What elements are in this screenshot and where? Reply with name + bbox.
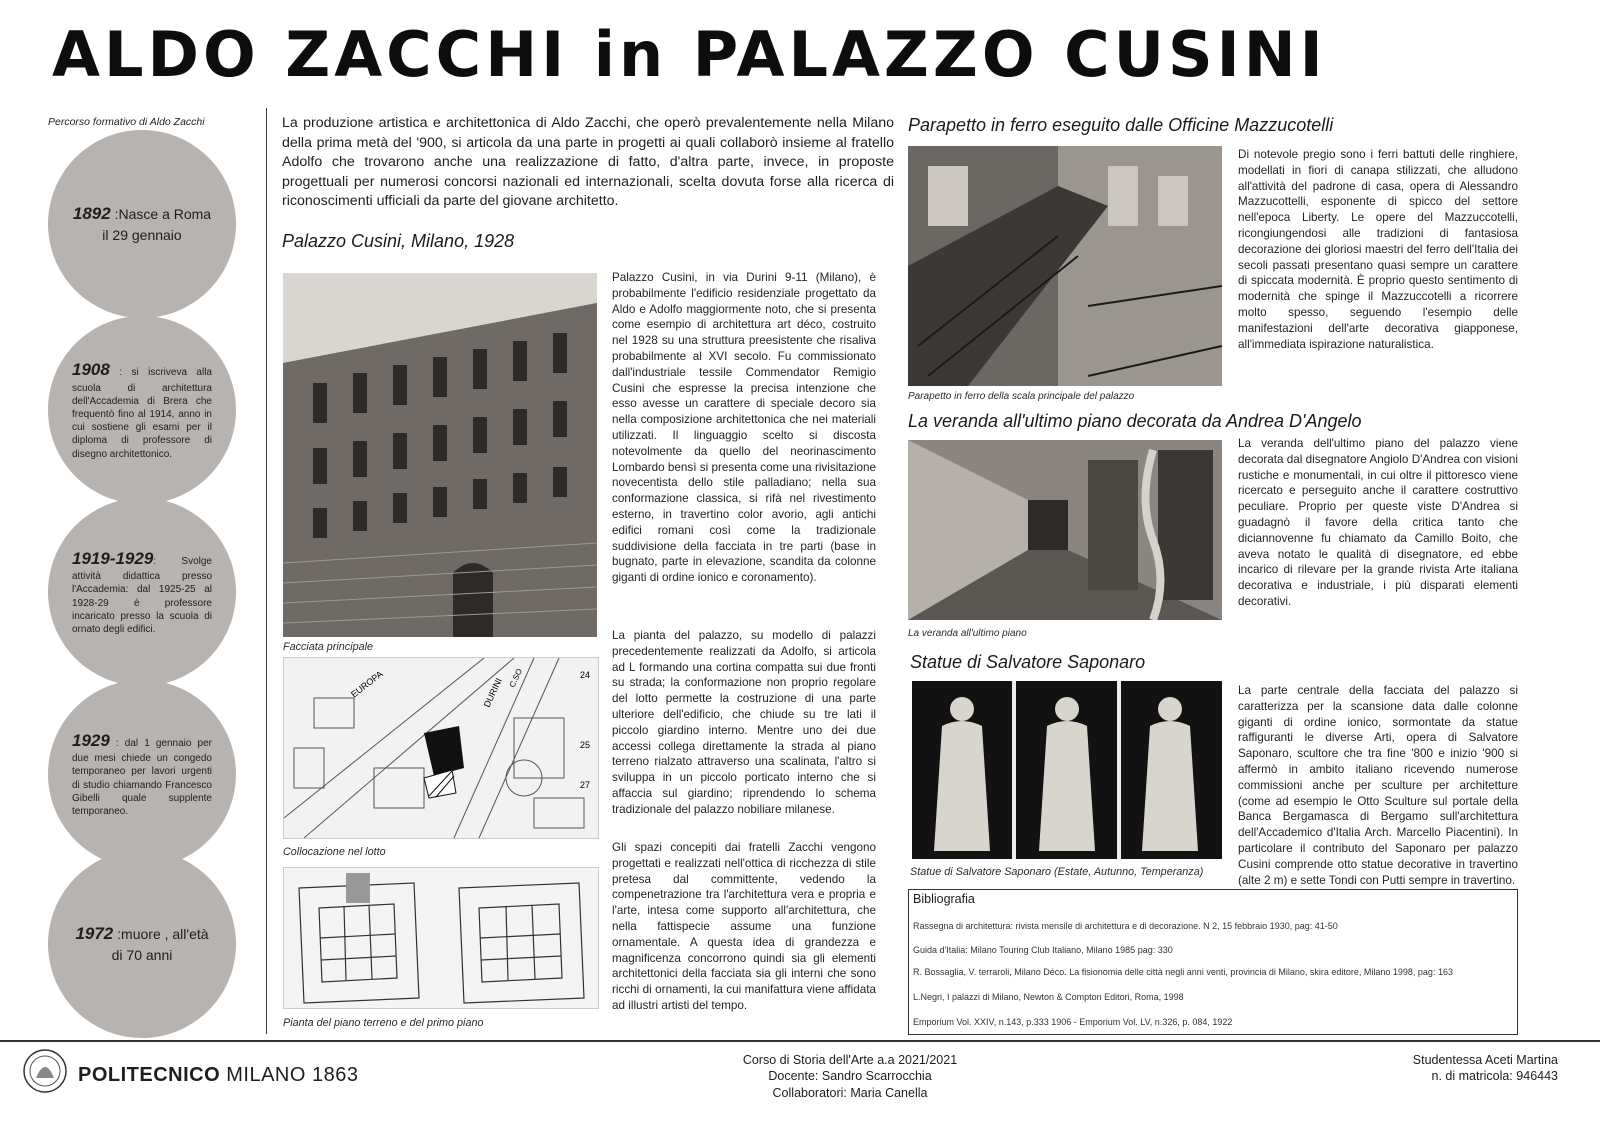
statue-drawing [912, 681, 1222, 859]
timeline-text: : dal 1 gennaio per due mesi chiede un congedo temporaneo per lavori urgenti di studio chiamando Francesco Gibelli quale supplente temporaneo. [72, 737, 212, 817]
lotto-drawing [284, 658, 598, 838]
timeline-text: : Svolge attività didattica presso l'Accademia: dal 1925-25 al 1928-29 è professore incaricato presso la scuola di ornato degli edifici. [72, 555, 212, 635]
bibliografia-entry: Guida d'Italia: Milano Touring Club Italiano, Milano 1985 pag: 330 [913, 945, 1173, 955]
timeline-circle-1929 [48, 680, 236, 868]
bibliografia-entry: L.Negri, I palazzi di Milano, Newton & Compton Editori, Roma, 1998 [913, 992, 1184, 1002]
footer-divider [0, 1040, 1600, 1042]
page-title: ALDO ZACCHI in PALAZZO CUSINI [52, 18, 1327, 91]
staircase-drawing [908, 146, 1222, 386]
timeline-circle-1919 [48, 498, 236, 686]
statue-caption: Statue di Salvatore Saponaro (Estate, Autunno, Temperanza) [910, 866, 1204, 878]
timeline-text: : si iscriveva alla scuola di architettura dell'Accademia di Brera che frequentò fino al 1914, anno in cui sostiene gli esami per il diploma di professore di disegno architettonico. [72, 367, 212, 460]
statue-photo [912, 681, 1222, 859]
statue-heading: Statue di Salvatore Saponaro [910, 652, 1146, 672]
lotto-map [283, 657, 599, 839]
statue-text: La parte centrale della facciata del palazzo si caratterizza per la scansione data dalle colonne giganti di ordine ionico, sormontate da statue raffiguranti le diverse Arti, opera di Salvatore Saponaro, scultore che tra fine '800 e inizio '900 si affermò in ambito italiano ricevendo numerose commissioni anche per sculture per architetture (come ad esempio le Otto Sculture sul portale della Banca Bergamasca di Bergamo sull'architettura dell'Accademico d'Italia Arch. Marcello Piacentini). In particolare il contributo del Saponaro per palazzo Cusini comprende otto statue decorative in travertino (alte 2 m) e sette Tondi con Putti sempre in travertino. [1238, 684, 1518, 887]
timeline-circle-1892 [48, 130, 236, 318]
facade-drawing [283, 273, 597, 637]
veranda-text: La veranda dell'ultimo piano del palazzo viene decorata dal disegnatore Angiolo D'Andrea con visioni rustiche e monumentali, in cui oltre il pittoresco viene ricercato e perseguito anche il carattere costruttivo peculiare. Proprio per queste viste D'Andrea si guadagnò il favore della critica tanto che diciannovenne fu chiamato da Camillo Boito, che aveva notato le qualità di disegnatore, ed ebbe incarico di rilevare per la grande rivista Arte italiana decorativa e industriale, i più disparati elementi decorativi. [1238, 437, 1518, 608]
timeline-year: 1972 [75, 924, 114, 944]
parapetto-photo [908, 146, 1222, 386]
parapetto-text: Di notevole pregio sono i ferri battuti delle ringhiere, modellati in fiori di canapa stilizzati, che alludono all'attività del padrone di casa, opera di Alessandro Mazzucottelli, esponente di spicco del settore nell'epoca Liberty. Le opere del Mazzuccotelli, ricongiungendosi alle tradizioni di fantasiosa decorazione dei gloriosi maestri del ferro dell'Italia dei secoli passati presentano quasi sempre un carattere di spiccata modernità. È proprio questo sentimento di modernità che spinge il Mazzuccotelli a ricorrere molto spesso, seguendo l'esempio delle manifestazioni dell'arte decorativa giapponese, all'immediata ispirazione naturalistica. [1238, 148, 1518, 351]
map-label: 25 [580, 740, 591, 750]
palazzo-paragraph-3: Gli spazi concepiti dai fratelli Zacchi vengono progettati e realizzati nell'ottica di ricchezza di stile pretesa dal committente, vedendo la compenetrazione tra l'architettura vera e propria e l'arte, intesa come supporto all'architettura, che nella fattispecie assume una funzione ornamentale. A questa idea di grandezza e magnificenza concorrono quindi sia gli elementi architettonici della facciata sia gli interni che sono ricchi di ornamenti, la cui manifattura viene affidata ad illustri artisti del tempo. [612, 841, 876, 1012]
parapetto-heading: Parapetto in ferro eseguito dalle Officine Mazzucotelli [908, 115, 1334, 135]
timeline-caption: Percorso formativo di Aldo Zacchi [48, 116, 205, 128]
timeline-circle-1972 [48, 850, 236, 1038]
veranda-drawing [908, 440, 1222, 620]
timeline-text: :muore , all'età di 70 anni [111, 926, 209, 964]
timeline-year: 1892 [72, 204, 111, 224]
bibliografia-box [908, 889, 1518, 1035]
floor-plan [283, 867, 599, 1009]
veranda-heading: La veranda all'ultimo piano decorata da Andrea D'Angelo [908, 411, 1362, 431]
map-label: DURINI [481, 676, 504, 709]
facade-photo [283, 273, 597, 637]
plan-caption: Pianta del piano terreno e del primo piano [283, 1017, 484, 1029]
veranda-photo [908, 440, 1222, 620]
veranda-caption: La veranda all'ultimo piano [908, 628, 1027, 639]
facade-caption: Facciata principale [283, 641, 374, 653]
course-info: Corso di Storia dell'Arte a.a 2021/2021 Docente: Sandro Scarrocchia Collaboratori: Maria Canella [742, 1053, 958, 1100]
politecnico-seal-icon [22, 1048, 68, 1094]
timeline-year: 1919-1929 [72, 548, 154, 568]
floor-plan-drawing [284, 868, 598, 1008]
bibliografia-entry: Rassegna di architettura: rivista mensile di architettura e di decorazione. N 2, 15 febbraio 1930, pag: 41-50 [913, 921, 1338, 931]
bibliografia-entry: Emporium Vol. XXIV, n.143, p.333 1906 - Emporium Vol. LV, n.326, p. 084, 1922 [913, 1017, 1233, 1027]
timeline-year: 1908 [72, 360, 110, 380]
parapetto-caption: Parapetto in ferro della scala principale del palazzo [908, 391, 1135, 402]
politecnico-logo-text: POLITECNICO MILANO 1863 [78, 1064, 359, 1086]
palazzo-paragraph-1: Palazzo Cusini, in via Durini 9-11 (Milano), è probabilmente l'edificio residenziale progettato da Aldo e Adolfo maggiormente noto, che si presenta come esempio di architettura art déco, costruito nel 1928 su una struttura preesistente che risaliva probabilmente al XVI secolo. Fu commissionato dall'industriale tessile Commendator Remigio Cusini che espresse la precisa intenzione che esso avesse un carattere di speciale decoro sia nella composizione architettonica che nei materiali utilizzati. Il linguaggio scelto si discosta notevolmente da quello del neorinascimento Lombardo bensì si presenta come una rivisitazione novecentista dello stile palladiano; nella sua conformazione classica, si rifà nel rivestimento esterno, in travertino color avorio, agli antichi edifici romani così come la tradizionale suddivisione della facciata in tre parti (base in bugnato, parte in elevazione, scandita da colonne giganti di ordine ionico e coronamento). [612, 271, 876, 585]
map-label: 27 [580, 780, 591, 790]
bibliografia-entry: R. Bossaglia, V. terraroli, Milano Déco. La fisionomia delle città negli anni venti, provincia di Milano, skira editore, Milano 1998, pag: 163 [913, 967, 1453, 977]
map-label: 24 [580, 670, 591, 680]
palazzo-paragraph-2: La pianta del palazzo, su modello di palazzi precedentemente realizzati da Adolfo, si articola ad L formando una cortina compatta sui due fronti su strada; la conformazione non proprio regolare del lotto permette la costruzione di una parte ulteriore dell'edificio, che chiude su tre lati il piccolo giardino interno. Mentre uno dei due accessi collega direttamente la strada al piano terreno rialzato attraverso una scalinata, l'altro si sviluppa in un piccolo porticato interno che si affaccia sul giardino; riprendendo lo schema tradizionale del palazzo nobiliare milanese. [612, 629, 876, 816]
palazzo-heading: Palazzo Cusini, Milano, 1928 [282, 231, 515, 251]
map-label: C.SO [507, 667, 525, 689]
map-label: EUROPA [349, 668, 385, 700]
timeline-text: :Nasce a Roma il 29 gennaio [102, 206, 212, 244]
intro-paragraph: La produzione artistica e architettonica di Aldo Zacchi, che operò prevalentemente nella Milano della prima metà del '900, si articola da una parte in progetti ai quali collaborò insieme al fratello Adolfo che trovarono anche una realizzazione di fatto, d'altra parte, invece, in proposte progettuali per numerosi concorsi nazionali ed internazionali, scelta dovuta forse alla ricerca di riconoscimenti ufficiali da parte del giovane architetto. [282, 115, 894, 210]
timeline-year: 1929 [72, 730, 110, 750]
bibliografia-title: Bibliografia [913, 892, 975, 906]
student-info: Studentessa Aceti Martina n. di matricola: 946443 [1412, 1053, 1558, 1084]
lotto-caption: Collocazione nel lotto [283, 846, 386, 858]
timeline-circle-1908 [48, 316, 236, 504]
column-divider [266, 108, 267, 1034]
